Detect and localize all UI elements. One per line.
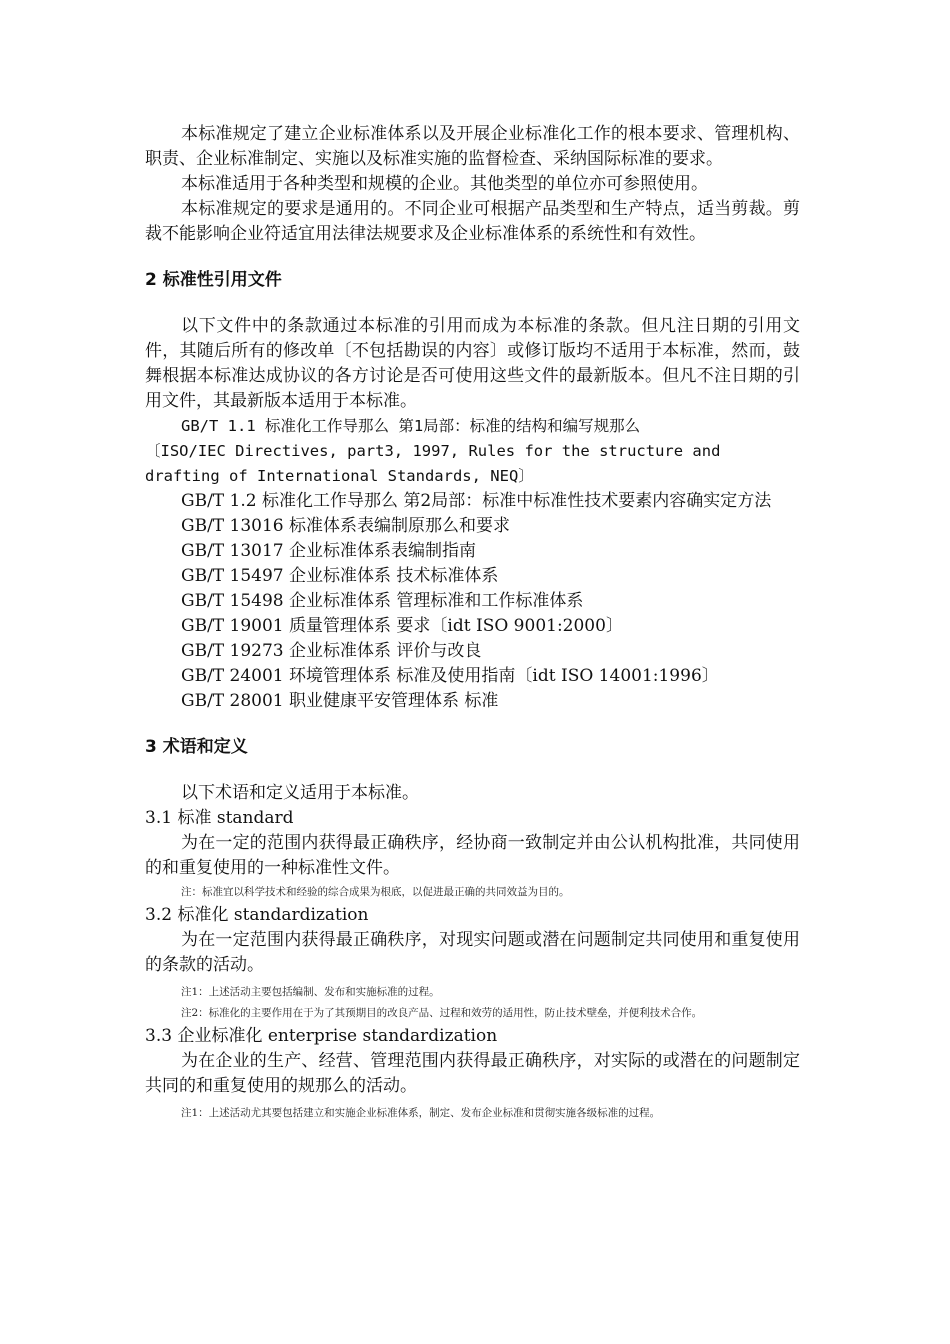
term-note: 注1：上述活动主要包括编制、发布和实施标准的过程。 xyxy=(181,986,440,998)
terms-intro: 以下术语和定义适用于本标准。 xyxy=(181,783,419,803)
term-title-enterprise-standardization: 3.3 企业标准化 enterprise standardization xyxy=(145,1026,498,1046)
term-definition-standard: 为在一定的范围内获得最正确秩序，经协商一致制定并由公认机构批准，共同使用的和重复使用的一种标准性文件。 xyxy=(145,833,800,878)
reference-item-continued: drafting of International Standards, NEQ〕 xyxy=(145,467,534,485)
references-intro: 以下文件中的条款通过本标准的引用而成为本标准的条款。但凡注日期的引用文件，其随后所有的修改单〔不包括勘误的内容〕或修订版均不适用于本标准，然而，鼓舞根据本标准达成协议的各方讨论是否可使用这些文件的最新版本。但凡不注日期的引用文件，其最新版本适用于本标准。 xyxy=(145,316,800,411)
reference-item: GB/T 13016 标准体系表编制原那么和要求 xyxy=(181,516,511,536)
term-note: 注：标准宜以科学技术和经验的综合成果为根底，以促进最正确的共同效益为目的。 xyxy=(181,886,570,898)
reference-item: GB/T 28001 职业健康平安管理体系 标准 xyxy=(181,691,499,711)
term-title-standardization: 3.2 标准化 standardization xyxy=(145,905,369,925)
section-3-heading: 3 术语和定义 xyxy=(145,737,248,757)
term-definition-standardization: 为在一定范围内获得最正确秩序，对现实问题或潜在问题制定共同使用和重复使用的条款的活动。 xyxy=(145,930,800,975)
reference-item: GB/T 15498 企业标准体系 管理标准和工作标准体系 xyxy=(181,591,584,611)
term-note: 注1：上述活动尤其要包括建立和实施企业标准体系，制定、发布企业标准和贯彻实施各级标准的过程。 xyxy=(181,1107,661,1119)
term-note: 注2：标准化的主要作用在于为了其预期目的改良产品、过程和效劳的适用性，防止技术壁垒，并便利技术合作。 xyxy=(181,1007,703,1019)
document-body xyxy=(145,122,800,1124)
scope-paragraph-2: 本标准适用于各种类型和规模的企业。其他类型的单位亦可参照使用。 xyxy=(181,174,708,194)
term-definition-enterprise-standardization: 为在企业的生产、经营、管理范围内获得最正确秩序，对实际的或潜在的问题制定共同的和重复使用的规那么的活动。 xyxy=(145,1051,800,1096)
reference-item-continued: 〔ISO/IEC Directives, part3, 1997, Rules for the structure and xyxy=(145,442,721,460)
scope-paragraph-3: 本标准规定的要求是通用的。不同企业可根据产品类型和生产特点，适当剪裁。剪裁不能影响企业符适宜用法律法规要求及企业标准体系的系统性和有效性。 xyxy=(145,199,800,244)
reference-item: GB/T 19001 质量管理体系 要求〔idt ISO 9001:2000〕 xyxy=(181,616,623,636)
scope-paragraph-1: 本标准规定了建立企业标准体系以及开展企业标准化工作的根本要求、管理机构、职责、企业标准制定、实施以及标准实施的监督检查、采纳国际标准的要求。 xyxy=(145,124,800,169)
reference-item: GB/T 19273 企业标准体系 评价与改良 xyxy=(181,641,482,661)
reference-item: GB/T 1.2 标准化工作导那么 第2局部：标准中标准性技术要素内容确实定方法 xyxy=(181,491,772,511)
reference-item: GB/T 1.1 标准化工作导那么 第1局部：标准的结构和编写规那么 xyxy=(181,417,641,435)
reference-item: GB/T 15497 企业标准体系 技术标准体系 xyxy=(181,566,499,586)
term-title-standard: 3.1 标准 standard xyxy=(145,808,294,828)
reference-item: GB/T 13017 企业标准体系表编制指南 xyxy=(181,541,477,561)
section-2-heading: 2 标准性引用文件 xyxy=(145,270,282,290)
reference-item: GB/T 24001 环境管理体系 标准及使用指南〔idt ISO 14001:1996〕 xyxy=(181,666,719,686)
